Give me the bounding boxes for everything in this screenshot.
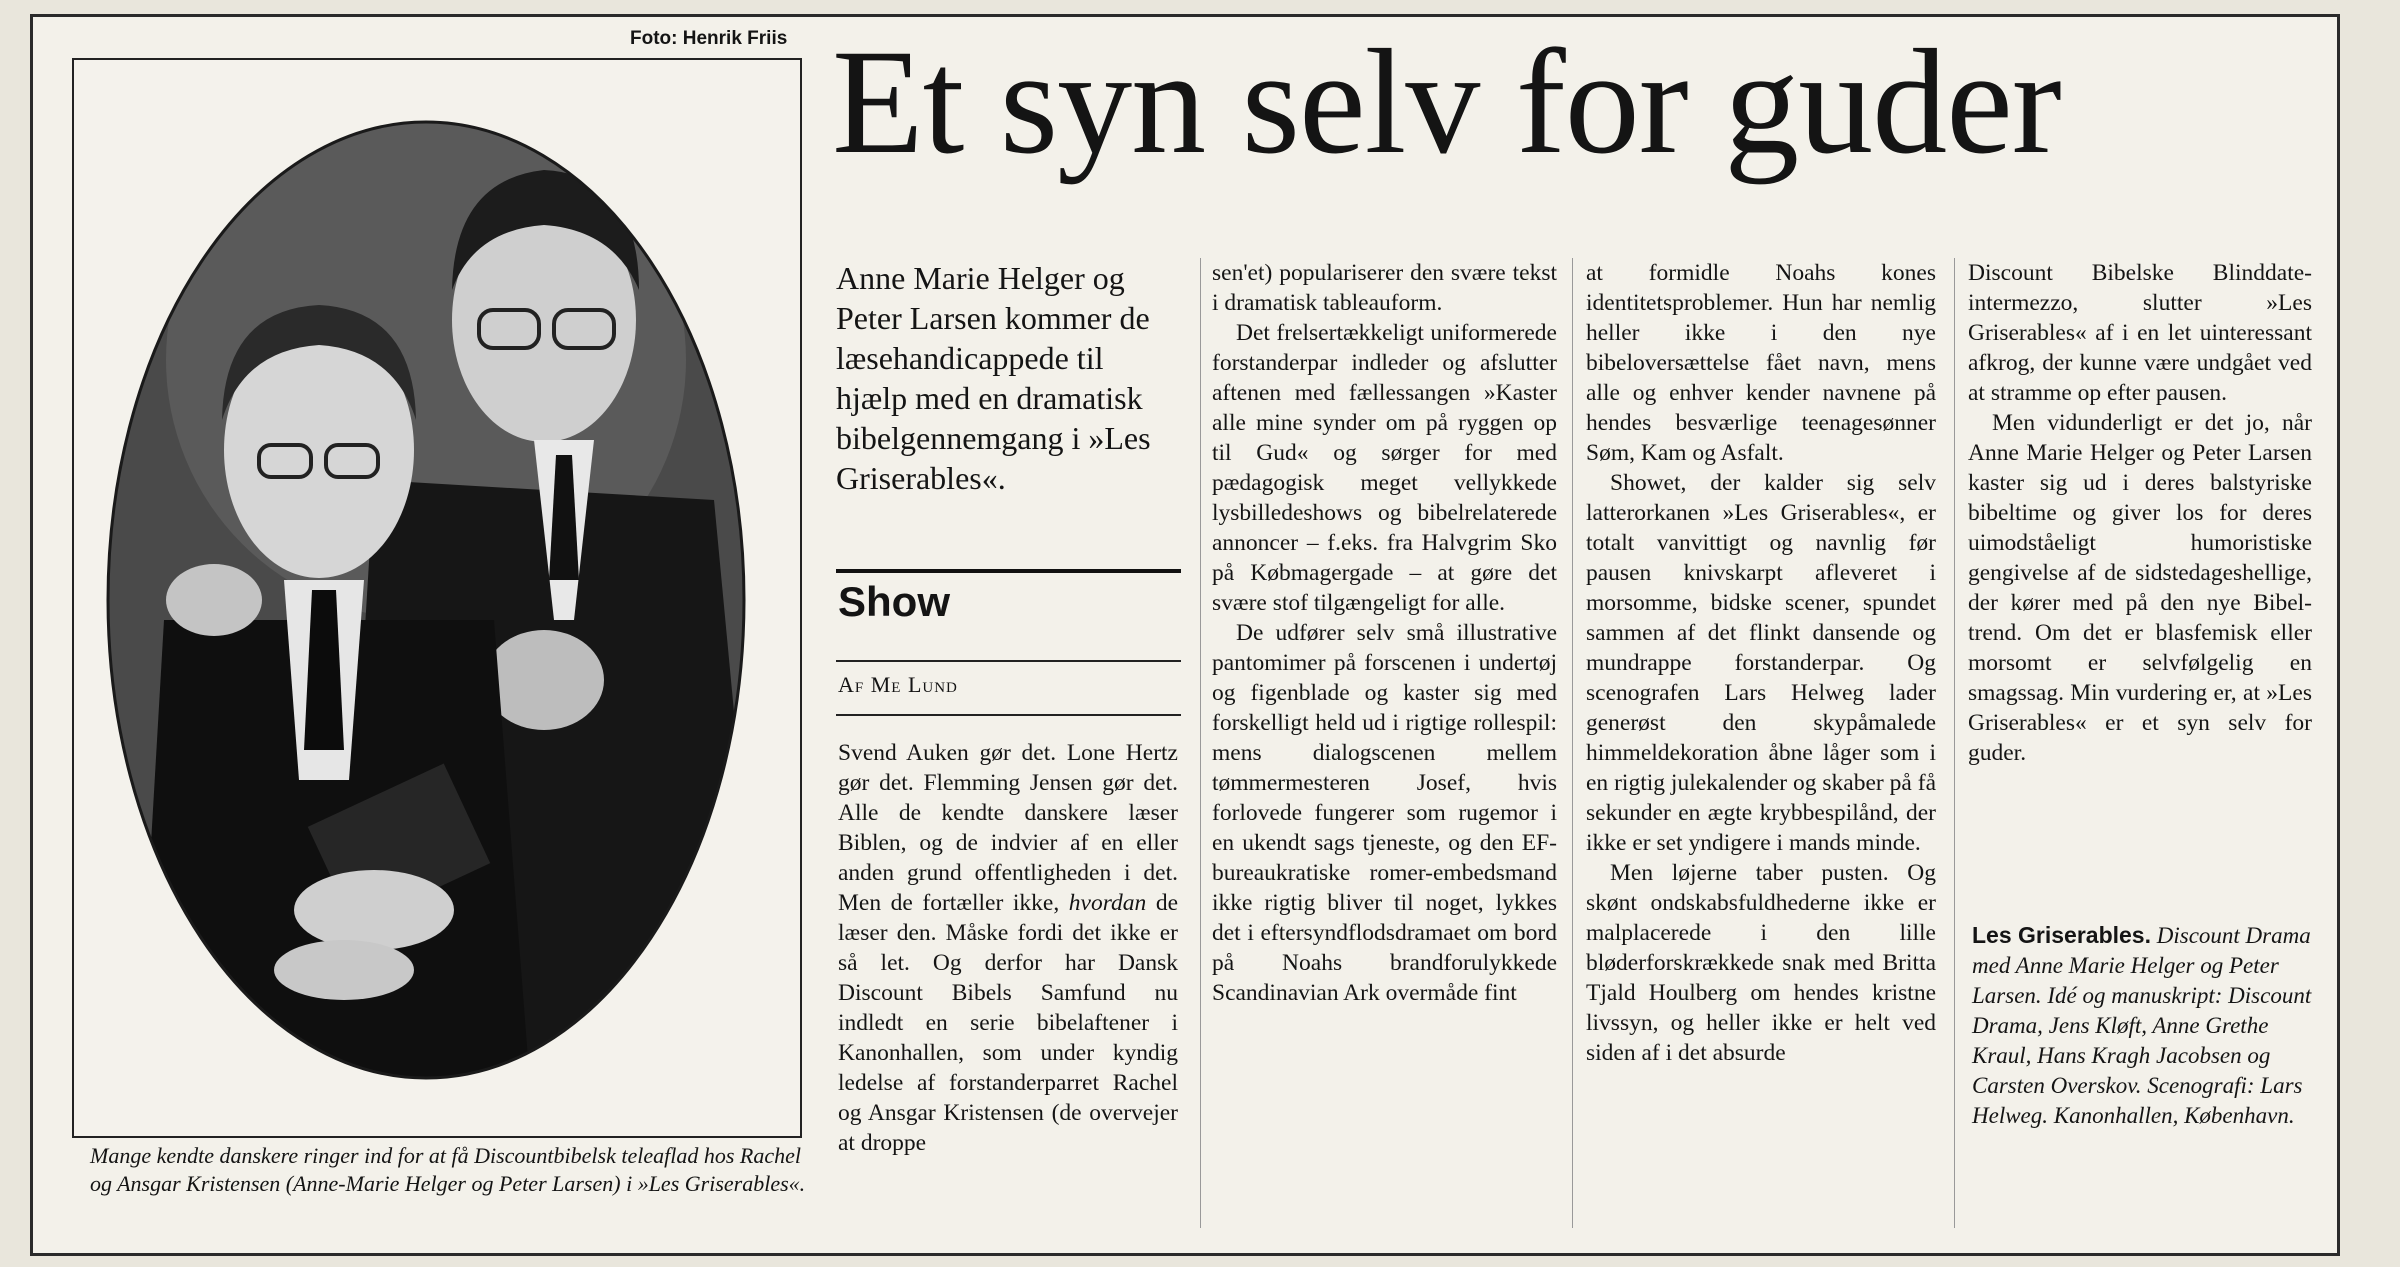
headline: Et syn selv for guder [832,19,2061,185]
paragraph: Discount Bibelske Blinddate-intermezzo, slutter »Les Griserables« af i en let uinteressant afkrog, der kunne være undgået ved at stramme op efter pausen. [1968,260,2312,406]
fact-box-text: Discount Drama med Anne Marie Helger og Peter Larsen. Idé og manuskript: Discount Drama, Jens Kløft, Anne Grethe Kraul, Hans Kragh Jacobsen og Carsten Overskov. Scenografi: Lars Helweg. Kanonhallen, København. [1972,923,2312,1128]
byline: Af Me Lund [838,672,958,697]
photo-caption: Mange kendte danskere ringer ind for at få Discountbibelsk teleaflad hos Rachel og Ansgar Kristensen (Anne-Marie Helger og Peter Larsen) i »Les Griserables«. [90,1143,806,1196]
fact-box-title: Les Griserables. [1972,922,2151,948]
deck: Anne Marie Helger og Peter Larsen kommer de læsehandicappede til hjælp med en dramatisk bibelgennemgang i »Les Griserables«. [836,260,1151,496]
paragraph: sen'et) populariserer den svære tekst i dramatisk tableauform. [1212,260,1557,316]
column-4 [1968,258,2312,768]
section-rule [836,569,1181,573]
paragraph: Men vidunderligt er det jo, når Anne Marie Helger og Peter Larsen kaster sig ud i deres balstyriske bibeltime og giver los for deres uimodståeligt humoristiske gengivelse af de sidstedageshellige, der kører med på den nye Bibel-trend. Om det er blasfemisk eller morsomt er selvfølgelig en smagssag. Min vurdering er, at »Les Griserables« er et syn selv for guder. [1968,410,2312,766]
paragraph: Showet, der kalder sig selv latterorkanen »Les Griserables«, er totalt vanvittigt og navnlig før pausen knivskarpt afleveret i morsomme, bidske scener, spundet sammen af det flinkt dansende og mundrappe forstanderpar. Og scenografen Lars Helweg lader generøst den skypåmalede himmeldekoration åbne låger som i en rigtig julekalender og skaber på få sekunder en ægte krybbespilånd, der ikke er set yndigere i mands minde. [1586,470,1936,856]
column-divider [1200,258,1201,1228]
section-label: Show [838,578,950,625]
paragraph: Det frelsertækkeligt uniformerede forstanderpar indleder og afslutter aftenen med fællessangen »Kaster alle mine synder om på ryggen op til Gud« og sørger for med pædagogisk meget vellykkede lysbilledeshows og bibelrelaterede annoncer – f.eks. fra Halvgrim Sko på Købmagergade – at gøre det svære stof tilgængeligt for alle. [1212,320,1557,616]
paragraph: De udfører selv små illustrative pantomimer på forscenen i undertøj og figenblade og kaster sig med forskelligt held ud i rigtige rollespil: mens dialogscenen mellem tømmermesteren Josef, hvis forlovede fungerer som rugemor i en ukendt sags tjeneste, og den EF-bureaukratiske romer-embedsmand ikke rigtig bliver til noget, lykkes det i eftersyndflodsdramaet om bord på Noahs brandforulykkede Scandinavian Ark overmåde fint [1212,620,1557,1006]
paragraph: Svend Auken gør det. Lone Hertz gør det. Flemming Jensen gør det. Alle de kendte danskere læser Biblen, og de indvier af en eller anden grund offentligheden i det. Men de fortæller ikke, hvordan de læser den. Måske fordi det ikke er så let. Og derfor har Dansk Discount Bibels Samfund nu indledt en serie bibelaftener i Kanonhallen, som under kyndig ledelse af forstanderparret Rachel og Ansgar Kristensen (de overvejer at droppe [838,740,1178,1156]
photo-credit: Foto: Henrik Friis [630,28,788,49]
fact-box [1972,920,2312,1131]
column-divider [1954,258,1955,1228]
paragraph: Men løjerne taber pusten. Og skønt ondskabsfuldhederne ikke er malplacerede i den lille bløderforskrækkede snak med Britta Tjald Houlberg om hendes kristne livssyn, og heller ikke er helt ved siden af i det absurde [1586,860,1936,1066]
column-1 [838,738,1178,1158]
column-divider [1572,258,1573,1228]
column-3 [1586,258,1936,1068]
paragraph: at formidle Noahs kones identitetsproblemer. Hun har nemlig heller ikke i den nye bibeloversættelse fået navn, mens alle og enhver kender navnene på hendes besværlige teenagesønner Søm, Kam og Asfalt. [1586,260,1936,466]
photo-actors [74,60,800,1136]
column-2 [1212,258,1557,1008]
photo-frame [72,58,802,1138]
byline-rule-top [836,660,1181,662]
byline-rule-bottom [836,714,1181,716]
